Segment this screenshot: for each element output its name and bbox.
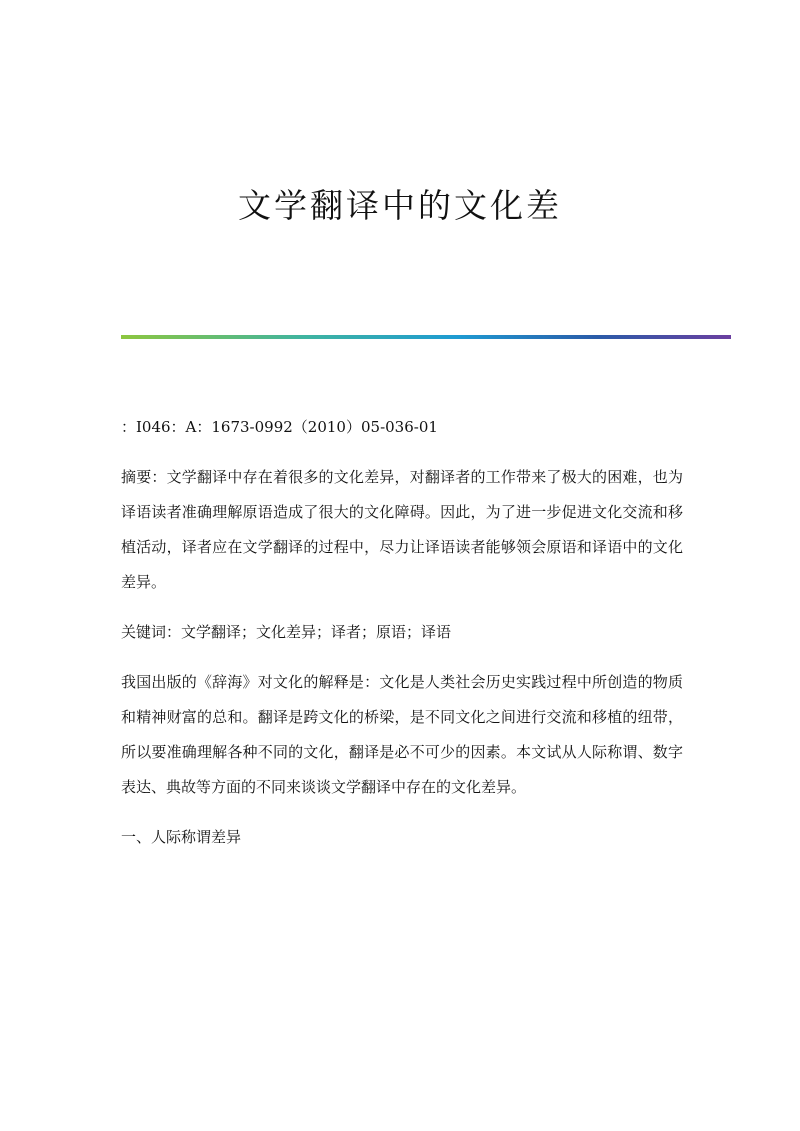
title-divider xyxy=(121,335,731,339)
section-heading: 一、人际称谓差异 xyxy=(121,828,242,846)
document-body xyxy=(121,410,683,870)
abstract-paragraph: 摘要：文学翻译中存在着很多的文化差异，对翻译者的工作带来了极大的困难，也为译语读者准确理解原语造成了很大的文化障碍。因此，为了进一步促进文化交流和移植活动，译者应在文学翻译的过程中，尽力让译语读者能够领会原语和译语中的文化差异。 xyxy=(121,468,683,591)
keywords-line: 关键词：文学翻译；文化差异；译者；原语；译语 xyxy=(121,623,452,641)
classification-line: ：I046：A：1673-0992（2010）05-036-01 xyxy=(121,418,438,436)
page-title: 文学翻译中的文化差 xyxy=(238,186,562,225)
intro-paragraph: 我国出版的《辞海》对文化的解释是：文化是人类社会历史实践过程中所创造的物质和精神财富的总和。翻译是跨文化的桥梁，是不同文化之间进行交流和移植的纽带，所以要准确理解各种不同的文化，翻译是必不可少的因素。本文试从人际称谓、数字表达、典故等方面的不同来谈谈文学翻译中存在的文化差异。 xyxy=(121,673,683,796)
